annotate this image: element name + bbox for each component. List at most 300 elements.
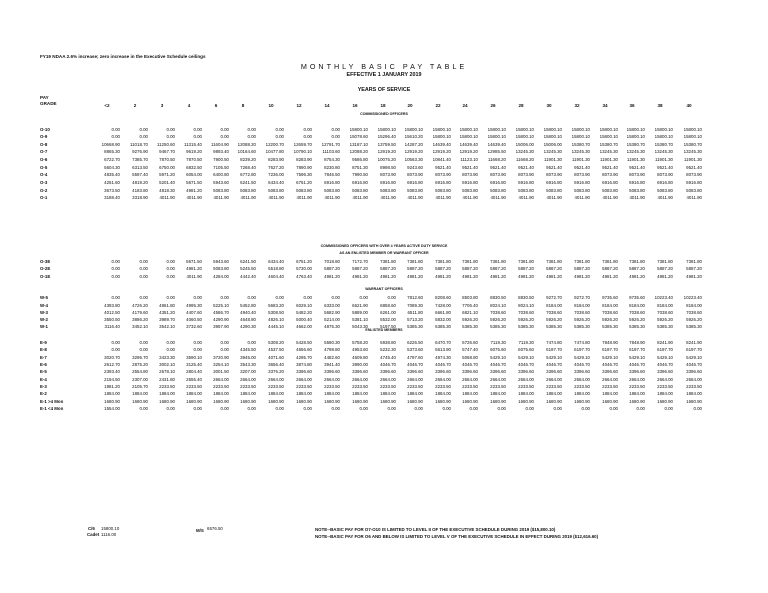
pay-cell: 13245.30 [571, 149, 590, 154]
pay-cell: 6821.10 [462, 310, 478, 315]
pay-cell: 6197.70 [546, 347, 562, 352]
pay-cell: 7990.50 [352, 172, 368, 177]
pay-cell: 4981.20 [186, 188, 202, 193]
pay-cell: 6916.80 [518, 180, 534, 185]
pay-cell: 4284.00 [213, 274, 229, 279]
pay-cell: 5713.20 [407, 317, 423, 322]
pay-cell: 6054.00 [186, 172, 202, 177]
pay-cell: 9467.70 [159, 149, 175, 154]
pay-cell: 5926.20 [546, 317, 562, 322]
pay-cell: 2678.10 [159, 369, 175, 374]
pay-cell: 8184.00 [657, 303, 673, 308]
pay-cell: 5887.20 [407, 266, 423, 271]
pay-cell: 1680.90 [462, 399, 478, 404]
note-executive-level-ii: NOTE--BASIC PAY FOR O7-O10 IS LIMITED TO LEVEL II OF THE EXECUTIVE SCHEDULE DURING 2019 ($15,800.10) [315, 527, 556, 532]
pay-cell: 5429.10 [574, 355, 590, 360]
pay-cell: 5926.20 [574, 317, 590, 322]
pay-cell: 4011.90 [546, 195, 562, 200]
pay-cell: 4011.90 [240, 195, 256, 200]
pay-cell: 0.00 [247, 127, 256, 132]
pay-cell: 3396.60 [546, 369, 562, 374]
pay-cell: 2664.00 [380, 377, 396, 382]
pay-cell: 7381.80 [407, 259, 423, 264]
pay-cell: 0.00 [111, 134, 120, 139]
row-grade: O-7 [40, 149, 48, 154]
pay-cell: 0.00 [331, 295, 340, 300]
years-of-service-label: YEARS OF SERVICE [357, 87, 411, 93]
pay-cell: 6197.70 [686, 347, 702, 352]
pay-cell: 5887.20 [686, 266, 702, 271]
pay-cell: 4656.60 [296, 347, 312, 352]
pay-cell: 5083.80 [518, 188, 534, 193]
pay-cell: 5083.80 [268, 188, 284, 193]
effective-date: EFFECTIVE 1 JANUARY 2019 [346, 72, 422, 78]
pay-cell: 6197.70 [629, 347, 645, 352]
pay-cell: 7627.20 [268, 165, 284, 170]
pay-cell: 3396.60 [629, 369, 645, 374]
pay-cell: 3396.60 [490, 369, 506, 374]
pay-cell: 6726.60 [462, 340, 478, 345]
pay-cell: 3207.00 [240, 369, 256, 374]
pay-cell: 1680.90 [213, 399, 229, 404]
pay-cell: 0.00 [139, 134, 148, 139]
pay-cell: 4011.90 [213, 195, 229, 200]
pay-cell: 0.00 [303, 406, 312, 411]
pay-cell: 9521.40 [602, 165, 618, 170]
pay-cell: 5083.80 [324, 188, 340, 193]
pay-cell: 2233.50 [435, 384, 451, 389]
pay-cell: 12919.20 [459, 149, 478, 154]
pay-cell: 11250.60 [157, 142, 175, 147]
pay-cell: 5832.00 [435, 317, 451, 322]
pay-cell: 11901.30 [572, 157, 590, 162]
pay-cell: 5385.30 [407, 324, 423, 329]
pay-cell: 6858.60 [380, 303, 396, 308]
pay-cell: 4798.80 [324, 347, 340, 352]
pay-cell: 1884.00 [490, 391, 506, 396]
row-grade: W-3 [40, 310, 48, 315]
pay-cell: 3990.00 [352, 362, 368, 367]
pay-cell: 10075.20 [377, 157, 396, 162]
pay-cell: 5083.80 [296, 188, 312, 193]
pay-cell: 4981.20 [186, 266, 202, 271]
pay-cell: 4046.70 [629, 362, 645, 367]
pay-cell: 11901.30 [600, 157, 618, 162]
pay-cell: 4011.90 [602, 195, 618, 200]
pay-cell: 4345.50 [240, 347, 256, 352]
pay-cell: 5482.20 [296, 310, 312, 315]
pay-cell: 9243.60 [407, 165, 423, 170]
pay-cell: 2233.50 [268, 384, 284, 389]
pay-cell: 8073.90 [546, 172, 562, 177]
pay-cell: 15380.70 [654, 142, 673, 147]
pay-cell: 11901.30 [544, 157, 562, 162]
pay-cell: 7381.80 [629, 259, 645, 264]
pay-cell: 4609.80 [352, 355, 368, 360]
pay-cell: 4981.20 [407, 274, 423, 279]
pay-cell: 4763.40 [296, 274, 312, 279]
pay-cell: 2233.50 [490, 384, 506, 389]
pay-cell: 2664.00 [213, 377, 229, 382]
row-grade: O-2 [40, 188, 48, 193]
row-grade: O-8 [40, 142, 48, 147]
pay-cell: 1884.00 [324, 391, 340, 396]
pay-cell: 0.00 [111, 295, 120, 300]
pay-cell: 4981.20 [352, 274, 368, 279]
pay-cell: 1884.00 [574, 391, 590, 396]
pay-cell: 11018.70 [130, 142, 148, 147]
ms-value: 6576.50 [207, 526, 223, 531]
column-header: 34 [602, 103, 608, 108]
pay-cell: 3656.40 [268, 362, 284, 367]
pay-cell: 4011.90 [159, 195, 175, 200]
pay-cell: 0.00 [139, 274, 148, 279]
pay-cell: 2233.50 [518, 384, 534, 389]
pay-cell: 0.00 [220, 340, 229, 345]
pay-cell: 1884.00 [186, 391, 202, 396]
pay-cell: 8208.60 [435, 295, 451, 300]
pay-cell: 5083.80 [213, 266, 229, 271]
pay-cell: 10223.40 [654, 295, 673, 300]
pay-cell: 4046.70 [407, 362, 423, 367]
pay-cell: 10477.80 [265, 149, 284, 154]
column-header: 16 [352, 103, 358, 108]
column-header: 8 [241, 103, 245, 108]
pay-cell: 4011.90 [686, 195, 702, 200]
pay-cell: 0.00 [166, 259, 175, 264]
pay-cell: 2612.70 [104, 362, 120, 367]
pay-cell: 7038.60 [602, 310, 618, 315]
pay-cell: 5887.20 [490, 266, 506, 271]
pay-cell: 3396.60 [686, 369, 702, 374]
section-title: COMMISSIONED OFFICERS WITH OVER 4 YEARS ACTIVE DUTY SERVICE [320, 244, 448, 248]
pay-cell: 4011.90 [629, 195, 645, 200]
pay-cell: 3396.60 [602, 369, 618, 374]
pay-cell: 8073.90 [574, 172, 590, 177]
pay-cell: 4179.60 [132, 310, 148, 315]
pay-cell: 8073.90 [686, 172, 702, 177]
pay-cell: 9735.60 [602, 295, 618, 300]
pay-cell: 5225.10 [213, 303, 229, 308]
pay-cell: 0.00 [469, 406, 478, 411]
pay-cell: 4046.70 [462, 362, 478, 367]
pay-cell: 1884.00 [686, 391, 702, 396]
pay-cell: 3396.60 [462, 369, 478, 374]
pay-cell: 0.00 [166, 347, 175, 352]
pay-cell: 15800.10 [349, 127, 368, 132]
pay-cell: 11901.30 [627, 157, 645, 162]
pay-cell: 2233.50 [602, 384, 618, 389]
row-grade: O-1E [40, 274, 51, 279]
pay-cell: 8830.50 [518, 295, 534, 300]
pay-cell: 1680.90 [435, 399, 451, 404]
pay-cell: 8073.90 [380, 172, 396, 177]
pay-cell: 7038.60 [686, 310, 702, 315]
pay-cell: 6916.80 [657, 180, 673, 185]
pay-cell: 5429.10 [629, 355, 645, 360]
pay-cell: 5926.20 [462, 317, 478, 322]
pay-cell: 2554.80 [132, 369, 148, 374]
pay-cell: 2875.20 [132, 362, 148, 367]
pay-cell: 5385.30 [490, 324, 506, 329]
pay-cell: 2664.00 [296, 377, 312, 382]
pay-cell: 0.00 [693, 406, 702, 411]
pay-cell: 6916.80 [352, 180, 368, 185]
pay-cell: 2233.50 [186, 384, 202, 389]
pay-cell: 15800.10 [599, 127, 618, 132]
pay-cell: 0.00 [303, 295, 312, 300]
pay-cell: 5613.90 [435, 347, 451, 352]
pay-cell: 5887.20 [462, 266, 478, 271]
pay-cell: 8754.30 [324, 157, 340, 162]
pay-cell: 7474.80 [574, 340, 590, 345]
pay-cell: 4981.20 [518, 274, 534, 279]
pay-cell: 15380.70 [683, 142, 702, 147]
column-header: 24 [462, 103, 468, 108]
pay-cell: 1680.90 [352, 399, 368, 404]
pay-cell: 8184.00 [629, 303, 645, 308]
pay-cell: 5452.80 [240, 303, 256, 308]
pay-cell: 5580.30 [324, 340, 340, 345]
pay-cell: 0.00 [220, 295, 229, 300]
pay-cell: 13187.10 [349, 142, 368, 147]
column-header: 10 [268, 103, 274, 108]
pay-cell: 5429.10 [686, 355, 702, 360]
pay-cell: 5083.80 [546, 188, 562, 193]
pay-cell: 4060.50 [186, 317, 202, 322]
pay-cell: 6241.50 [240, 180, 256, 185]
pay-cell: 15006.00 [515, 142, 534, 147]
pay-cell: 15380.70 [599, 142, 618, 147]
pay-cell: 4981.20 [462, 274, 478, 279]
pay-cell: 2664.00 [686, 377, 702, 382]
pay-cell: 15380.70 [571, 142, 590, 147]
pay-cell: 1884.00 [380, 391, 396, 396]
column-header: 14 [324, 103, 330, 108]
pay-cell: 4726.20 [132, 303, 148, 308]
pay-cell: 6197.70 [602, 347, 618, 352]
pay-cell: 9272.70 [546, 295, 562, 300]
pay-cell: 2555.40 [186, 377, 202, 382]
pay-cell: 4981.20 [380, 274, 396, 279]
pay-cell: 8230.80 [324, 165, 340, 170]
pay-cell: 7474.80 [546, 340, 562, 345]
pay-cell: 12919.20 [377, 149, 396, 154]
pay-cell: 15800.10 [404, 127, 423, 132]
pay-cell: 5083.80 [490, 188, 506, 193]
pay-cell: 1680.90 [407, 399, 423, 404]
pay-cell: 5671.50 [186, 259, 202, 264]
column-header: 28 [518, 103, 524, 108]
row-grade: O-3 [40, 180, 48, 185]
pay-cell: 5730.00 [296, 266, 312, 271]
pay-cell: 9272.70 [574, 295, 590, 300]
pay-cell: 4046.70 [602, 362, 618, 367]
pay-cell: 5083.80 [240, 188, 256, 193]
pay-cell: 7018.80 [324, 259, 340, 264]
pay-cell: 5083.80 [352, 188, 368, 193]
pay-cell: 15296.40 [377, 134, 396, 139]
page-title: MONTHLY BASIC PAY TABLE [300, 62, 468, 71]
pay-cell: 7172.70 [352, 259, 368, 264]
pay-cell: 11315.40 [184, 142, 202, 147]
pay-cell: 4046.70 [686, 362, 702, 367]
pay-cell: 5373.60 [407, 347, 423, 352]
pay-cell: 4046.70 [490, 362, 506, 367]
pay-cell: 7381.80 [380, 259, 396, 264]
pay-cell: 0.00 [331, 127, 340, 132]
row-grade: O-3E [40, 259, 51, 264]
pay-cell: 4011.90 [296, 195, 312, 200]
pay-cell: 0.00 [193, 127, 202, 132]
pay-cell: 1680.90 [380, 399, 396, 404]
pay-cell: 5926.20 [518, 317, 534, 322]
pay-cell: 8283.90 [268, 157, 284, 162]
pay-cell: 2233.50 [380, 384, 396, 389]
pay-cell: 11901.30 [684, 157, 702, 162]
pay-cell: 5926.20 [657, 317, 673, 322]
pay-cell: 2233.50 [240, 384, 256, 389]
pay-cell: 1884.00 [268, 391, 284, 396]
pay-cell: 5385.30 [602, 324, 618, 329]
pay-cell: 5083.80 [574, 188, 590, 193]
pay-cell: 1884.00 [213, 391, 229, 396]
pay-cell: 0.00 [609, 406, 618, 411]
pay-cell: 15800.10 [654, 134, 673, 139]
pay-cell: 0.00 [139, 259, 148, 264]
pay-cell: 0.00 [331, 134, 340, 139]
pay-cell: 8024.10 [490, 303, 506, 308]
pay-cell: 5083.80 [435, 188, 451, 193]
pay-cell: 0.00 [193, 340, 202, 345]
pay-cell: 7105.50 [213, 165, 229, 170]
pay-cell: 1680.90 [186, 399, 202, 404]
pay-cell: 7381.80 [686, 259, 702, 264]
pay-cell: 0.00 [359, 295, 368, 300]
pay-cell: 7089.30 [407, 303, 423, 308]
pay-cell: 2105.70 [132, 384, 148, 389]
row-grade: E-1 <4 Mon [40, 406, 64, 411]
pay-cell: 1680.90 [159, 399, 175, 404]
pay-cell: 4011.90 [435, 195, 451, 200]
pay-cell: 1680.90 [324, 399, 340, 404]
row-grade: W-1 [40, 324, 48, 329]
pay-cell: 5683.20 [268, 303, 284, 308]
pay-cell: 7381.80 [602, 259, 618, 264]
pay-cell: 5385.30 [435, 324, 451, 329]
pay-cell: 4662.00 [296, 324, 312, 329]
pay-cell: 4981.20 [490, 274, 506, 279]
pay-cell: 1680.90 [657, 399, 673, 404]
pay-cell: 9521.40 [435, 165, 451, 170]
pay-cell: 5083.80 [380, 188, 396, 193]
pay-cell: 4011.90 [657, 195, 673, 200]
pay-cell: 6313.50 [132, 165, 148, 170]
column-header: 38 [657, 103, 663, 108]
pay-cell: 0.00 [387, 295, 396, 300]
pay-cell: 15800.10 [626, 134, 645, 139]
column-header: 2 [133, 103, 137, 108]
pay-cell: 7385.70 [132, 157, 148, 162]
row-grade: O-1 [40, 195, 48, 200]
pay-cell: 5201.40 [159, 180, 175, 185]
pay-cell: 2664.00 [490, 377, 506, 382]
pay-cell: 4995.30 [186, 303, 202, 308]
row-grade: O-2E [40, 266, 51, 271]
pay-cell: 0.00 [139, 340, 148, 345]
pay-cell: 12200.70 [265, 142, 284, 147]
pay-cell: 9521.40 [686, 165, 702, 170]
pay-cell: 6916.80 [407, 180, 423, 185]
pay-cell: 5926.20 [602, 317, 618, 322]
pay-cell: 1680.90 [240, 399, 256, 404]
pay-cell: 8865.30 [104, 149, 120, 154]
pay-cell: 5887.20 [629, 266, 645, 271]
pay-cell: 15800.10 [487, 134, 506, 139]
column-header: 6 [214, 103, 218, 108]
pay-cell: 4046.70 [380, 362, 396, 367]
pay-cell: 4011.90 [352, 195, 368, 200]
pay-cell: 6400.80 [213, 172, 229, 177]
pay-cell: 4295.70 [296, 355, 312, 360]
pay-cell: 4251.60 [104, 180, 120, 185]
pay-cell: 15800.10 [487, 127, 506, 132]
pay-cell: 15800.10 [543, 127, 562, 132]
pay-cell: 5758.20 [352, 340, 368, 345]
pay-cell: 4875.30 [324, 324, 340, 329]
pay-cell: 5232.30 [380, 347, 396, 352]
pay-cell: 15800.10 [459, 134, 478, 139]
pay-cell: 0.00 [111, 127, 120, 132]
pay-cell: 5308.50 [268, 310, 284, 315]
pay-cell: 2393.40 [104, 369, 120, 374]
pay-cell: 5385.30 [629, 324, 645, 329]
pay-cell: 3396.60 [324, 369, 340, 374]
pay-cell: 4981.20 [686, 274, 702, 279]
pay-cell: 7428.00 [435, 303, 451, 308]
cadet-label: C/6 [88, 526, 95, 531]
pay-cell: 3020.70 [104, 355, 120, 360]
pay-cell: 2664.00 [268, 377, 284, 382]
cadet-sub-value: 1116.00 [101, 532, 117, 537]
pay-cell: 9521.40 [574, 165, 590, 170]
pay-cell: 0.00 [111, 266, 120, 271]
pay-cell: 5518.80 [268, 266, 284, 271]
pay-cell: 0.00 [139, 347, 148, 352]
pay-cell: 6916.80 [462, 180, 478, 185]
pay-cell: 2233.50 [574, 384, 590, 389]
pay-cell: 0.00 [275, 134, 284, 139]
pay-cell: 4046.70 [435, 362, 451, 367]
pay-cell: 3590.10 [186, 355, 202, 360]
pay-cell: 5971.20 [159, 172, 175, 177]
pay-cell: 1680.90 [574, 399, 590, 404]
pay-cell: 8073.90 [407, 172, 423, 177]
pay-cell: 4940.40 [240, 310, 256, 315]
pay-cell: 15800.10 [654, 127, 673, 132]
pay-cell: 4071.60 [268, 355, 284, 360]
pay-cell: 6333.00 [324, 303, 340, 308]
pay-cell: 4011.90 [186, 274, 202, 279]
pay-cell: 1884.00 [518, 391, 534, 396]
pay-cell: 0.00 [275, 295, 284, 300]
pay-cell: 5083.80 [407, 188, 423, 193]
pay-cell: 14639.40 [459, 142, 478, 147]
pay-cell: 1884.00 [352, 391, 368, 396]
pay-cell: 6916.80 [629, 180, 645, 185]
pay-cell: 4819.20 [132, 180, 148, 185]
pay-cell: 15800.10 [432, 134, 451, 139]
